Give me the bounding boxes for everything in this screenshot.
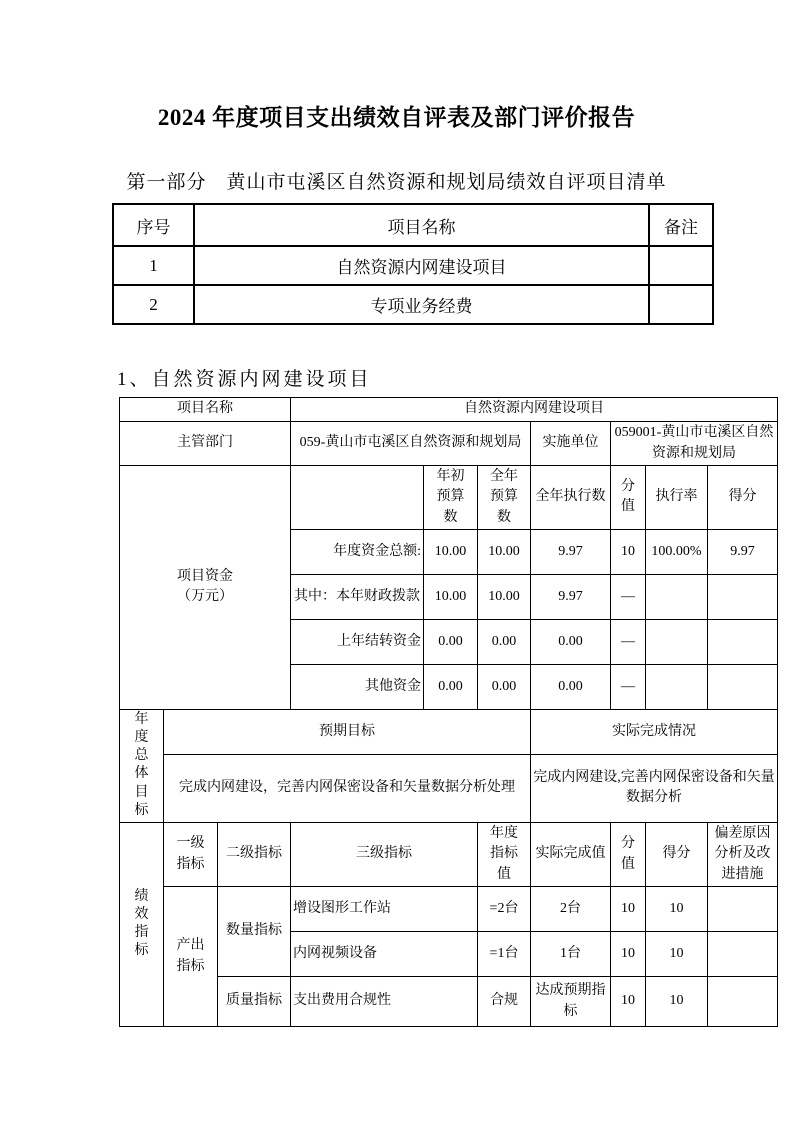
impl-value: 059001-黄山市屯溪区自然资源和规划局: [611, 422, 778, 466]
fund-execution: 9.97: [531, 574, 611, 619]
perf-header-weight-text: 分值: [620, 836, 635, 872]
fund-initial: 0.00: [424, 619, 478, 664]
perf-score: 10: [646, 932, 708, 977]
perf-score: 10: [646, 977, 708, 1027]
project-list-table: [112, 203, 714, 325]
perf-header-l1-text: 一级指标: [176, 836, 205, 872]
funds-header-annual: [478, 466, 531, 530]
evaluation-table: [119, 397, 778, 1027]
perf-header-deviation: 偏差原因分析及改进措施: [708, 823, 778, 887]
perf-header-actual: 实际完成值: [531, 823, 611, 887]
fund-annual: 0.00: [478, 619, 531, 664]
perf-label-text: 绩效指标: [134, 888, 149, 959]
perf-header-l1: [164, 823, 218, 887]
project-name-label: 项目名称: [120, 398, 291, 422]
perf-header-l2: 二级指标: [218, 823, 291, 887]
goal-actual-header: 实际完成情况: [531, 709, 778, 754]
fund-initial: 10.00: [424, 574, 478, 619]
funds-header-execution: 全年执行数: [531, 466, 611, 530]
perf-row-compliance: [120, 977, 778, 1027]
part1-heading: 第一部分 黄山市屯溪区自然资源和规划局绩效自评项目清单: [126, 172, 667, 193]
funds-label: 项目资金 （万元）: [120, 466, 291, 710]
perf-weight: 10: [611, 932, 646, 977]
funds-header-score: 得分: [708, 466, 778, 530]
funds-header-rate: 执行率: [646, 466, 708, 530]
fund-annual: 0.00: [478, 664, 531, 709]
fund-weight: 10: [611, 529, 646, 574]
perf-header-l3: 三级指标: [291, 823, 478, 887]
perf-header-weight: [611, 823, 646, 887]
perf-l3: 支出费用合规性: [291, 977, 478, 1027]
perf-l2-quantity: 数量指标: [218, 887, 291, 977]
perf-row-workstation: [120, 887, 778, 932]
dept-value: 059-黄山市屯溪区自然资源和规划局: [291, 422, 531, 466]
header-remark: 备注: [649, 204, 713, 246]
dept-label: 主管部门: [120, 422, 291, 466]
perf-header-row: [120, 823, 778, 887]
fund-score: 9.97: [708, 529, 778, 574]
perf-deviation: [708, 887, 778, 932]
header-project-name: 项目名称: [194, 204, 649, 246]
perf-header-target-text: 年度指标值: [489, 826, 518, 882]
goal-actual-value: 完成内网建设,完善内网保密设备和矢量数据分析: [531, 754, 778, 822]
fund-execution: 0.00: [531, 619, 611, 664]
goal-expected-value: 完成内网建设，完善内网保密设备和矢量数据分析处理: [164, 754, 531, 822]
goal-content-row: [120, 754, 778, 822]
fund-execution: 0.00: [531, 664, 611, 709]
fund-initial: 0.00: [424, 664, 478, 709]
fund-weight: —: [611, 574, 646, 619]
cell-remark: [649, 246, 713, 285]
table-row: [113, 246, 713, 285]
perf-l2-quality: 质量指标: [218, 977, 291, 1027]
perf-weight: 10: [611, 977, 646, 1027]
funds-header-row: [120, 466, 778, 530]
goal-label-text: 年度总体目标: [134, 711, 149, 818]
perf-l3: 内网视频设备: [291, 932, 478, 977]
perf-header-score: 得分: [646, 823, 708, 887]
project-name-row: [120, 398, 778, 422]
project-name-value: 自然资源内网建设项目: [291, 398, 778, 422]
table-row: [113, 285, 713, 324]
fund-rate: 100.00%: [646, 529, 708, 574]
perf-target: =2台: [478, 887, 531, 932]
perf-l1-value-text: 产出指标: [176, 938, 205, 974]
fund-initial: 10.00: [424, 529, 478, 574]
department-row: [120, 422, 778, 466]
perf-score: 10: [646, 887, 708, 932]
cell-index: 1: [113, 246, 194, 285]
fund-annual: 10.00: [478, 529, 531, 574]
funds-sub-spacer: [291, 466, 424, 530]
goal-header-row: [120, 709, 778, 754]
perf-header-target: [478, 823, 531, 887]
perf-target: =1台: [478, 932, 531, 977]
perf-actual: 达成预期指标: [531, 977, 611, 1027]
fund-rate: [646, 574, 708, 619]
cell-project-name: 专项业务经费: [194, 285, 649, 324]
perf-deviation: [708, 932, 778, 977]
perf-l1-value: [164, 887, 218, 1027]
funds-header-weight: [611, 466, 646, 530]
fund-row-label: 其中：本年财政拨款: [291, 574, 424, 619]
perf-label-cell: [120, 823, 164, 1027]
fund-rate: [646, 664, 708, 709]
header-index: 序号: [113, 204, 194, 246]
fund-row-label: 其他资金: [291, 664, 424, 709]
fund-score: [708, 619, 778, 664]
cell-project-name: 自然资源内网建设项目: [194, 246, 649, 285]
goal-expected-header: 预期目标: [164, 709, 531, 754]
funds-header-annual-text: 全年预算数: [489, 469, 518, 525]
cell-remark: [649, 285, 713, 324]
fund-score: [708, 574, 778, 619]
impl-label: 实施单位: [531, 422, 611, 466]
perf-deviation: [708, 977, 778, 1027]
fund-weight: —: [611, 619, 646, 664]
perf-target: 合规: [478, 977, 531, 1027]
funds-header-weight-text: 分值: [620, 479, 635, 515]
funds-header-initial: [424, 466, 478, 530]
fund-weight: —: [611, 664, 646, 709]
fund-rate: [646, 619, 708, 664]
section-heading: 1、自然资源内网建设项目: [117, 369, 372, 390]
document-title: 2024 年度项目支出绩效自评表及部门评价报告: [157, 105, 636, 130]
fund-row-label: 年度资金总额:: [291, 529, 424, 574]
fund-score: [708, 664, 778, 709]
perf-actual: 2台: [531, 887, 611, 932]
fund-row-label: 上年结转资金: [291, 619, 424, 664]
perf-actual: 1台: [531, 932, 611, 977]
perf-l3: 增设图形工作站: [291, 887, 478, 932]
cell-index: 2: [113, 285, 194, 324]
fund-annual: 10.00: [478, 574, 531, 619]
goal-label-cell: [120, 709, 164, 822]
perf-weight: 10: [611, 887, 646, 932]
fund-execution: 9.97: [531, 529, 611, 574]
funds-header-initial-text: 年初预算数: [436, 469, 465, 525]
project-list-header-row: [113, 204, 713, 246]
